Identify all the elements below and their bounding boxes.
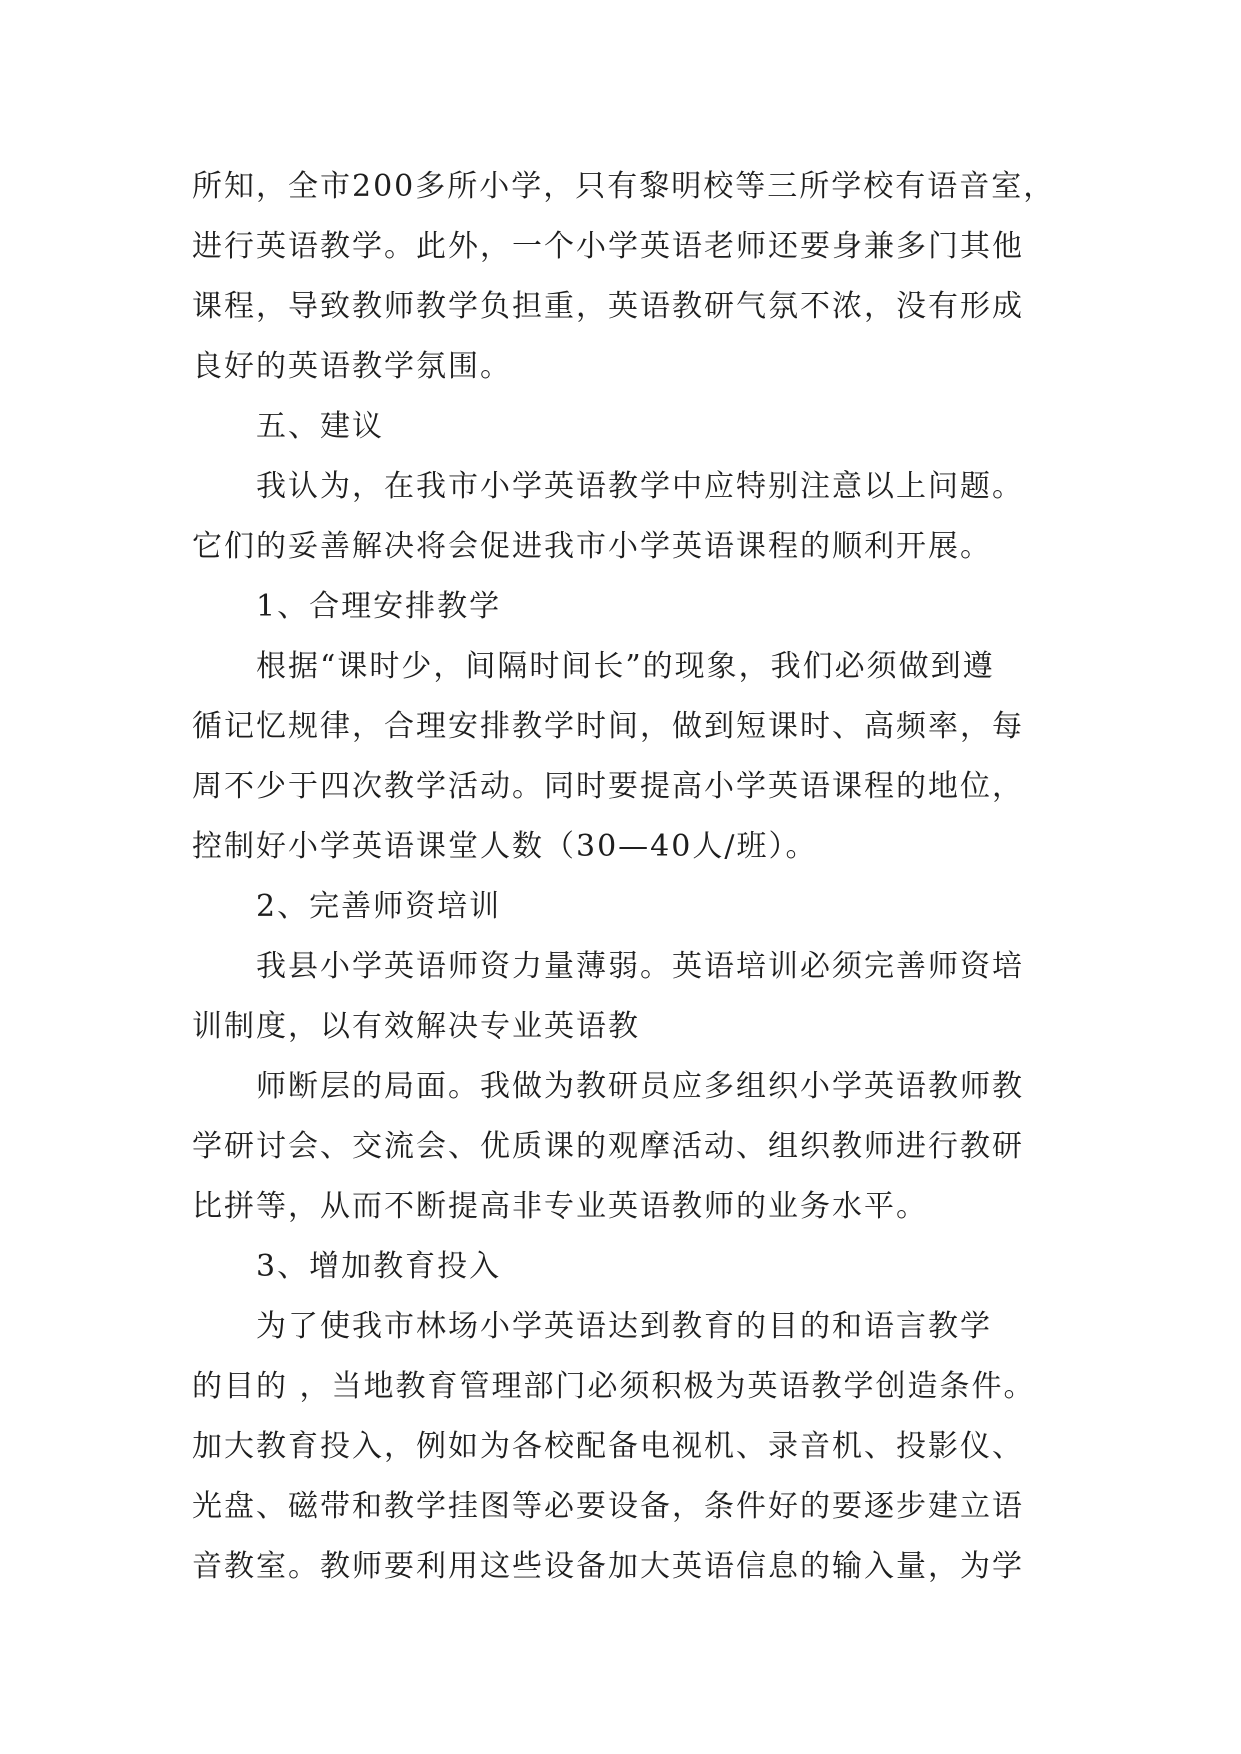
subsection-heading: 3、增加教育投入 [256, 1249, 502, 1284]
text-line: 它们的妥善解决将会促进我市小学英语课程的顺利开展。 [192, 529, 992, 564]
text-line: 控制好小学英语课堂人数（30—40人/班）。 [192, 829, 818, 864]
text-line: 循记忆规律，合理安排教学时间，做到短课时、高频率，每 [192, 709, 1024, 744]
text-line: 的目的 ，当地教育管理部门必须积极为英语教学创造条件。 [192, 1369, 1036, 1404]
text-line: 进行英语教学。此外，一个小学英语老师还要身兼多门其他 [192, 229, 1024, 264]
text-line: 音教室。教师要利用这些设备加大英语信息的输入量，为学 [192, 1549, 1024, 1584]
text-line: 为了使我市林场小学英语达到教育的目的和语言教学 [256, 1309, 992, 1344]
text-line: 光盘、磁带和教学挂图等必要设备，条件好的要逐步建立语 [192, 1489, 1024, 1524]
text-line: 训制度，以有效解决专业英语教 [192, 1009, 640, 1044]
section-heading: 五、建议 [256, 409, 384, 444]
text-line: 课程，导致教师教学负担重，英语教研气氛不浓，没有形成 [192, 289, 1024, 324]
text-line: 我县小学英语师资力量薄弱。英语培训必须完善师资培 [256, 949, 1024, 984]
body-text [192, 157, 1072, 1597]
text-line: 我认为，在我市小学英语教学中应特别注意以上问题。 [256, 469, 1024, 504]
text-line: 周不少于四次教学活动。同时要提高小学英语课程的地位， [192, 769, 1024, 804]
subsection-heading: 1、合理安排教学 [256, 589, 502, 624]
text-line: 加大教育投入，例如为各校配备电视机、录音机、投影仪、 [192, 1429, 1024, 1464]
text-line: 师断层的局面。我做为教研员应多组织小学英语教师教 [256, 1069, 1024, 1104]
text-line: 根据“课时少，间隔时间长”的现象，我们必须做到遵 [256, 649, 995, 684]
subsection-heading: 2、完善师资培训 [256, 889, 502, 924]
text-line: 学研讨会、交流会、优质课的观摩活动、组织教师进行教研 [192, 1129, 1024, 1164]
text-line: 良好的英语教学氛围。 [192, 349, 512, 384]
text-line: 比拼等，从而不断提高非专业英语教师的业务水平。 [192, 1189, 928, 1224]
text-line: 所知，全市200多所小学，只有黎明校等三所学校有语音室， [192, 169, 1056, 204]
